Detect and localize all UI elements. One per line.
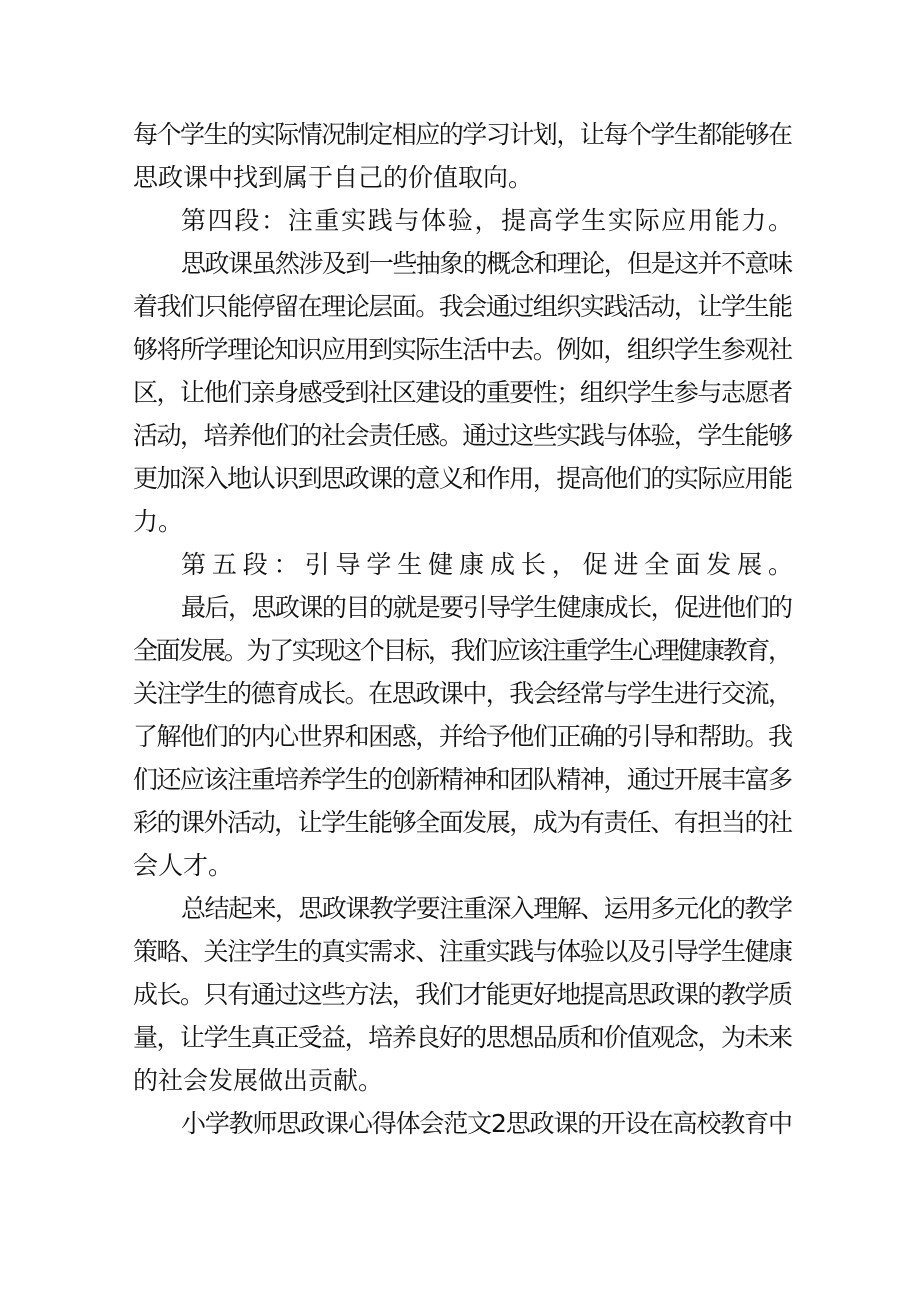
section-heading: 第五段：引导学生健康成长，促进全面发展。 bbox=[181, 550, 799, 579]
text-line: 够将所学理论知识应用到实际生活中去。例如，组织学生参观社 bbox=[133, 335, 792, 364]
text-line: 的社会发展做出贡献。 bbox=[133, 1066, 384, 1095]
text-line: 策略、关注学生的真实需求、注重实践与体验以及引导学生健康 bbox=[133, 937, 792, 966]
text-line: 量，让学生真正受益，培养良好的思想品质和价值观念，为未来 bbox=[133, 1023, 792, 1052]
text-line: 着我们只能停留在理论层面。我会通过组织实践活动，让学生能 bbox=[133, 292, 792, 321]
section-heading: 第四段：注重实践与体验，提高学生实际应用能力。 bbox=[181, 206, 795, 235]
text-line: 思政课中找到属于自己的价值取向。 bbox=[133, 163, 534, 192]
text-line: 更加深入地认识到思政课的意义和作用，提高他们的实际应用能 bbox=[133, 464, 792, 493]
text-line: 区，让他们亲身感受到社区建设的重要性；组织学生参与志愿者 bbox=[133, 378, 792, 407]
text-line: 们还应该注重培养学生的创新精神和团队精神，通过开展丰富多 bbox=[133, 765, 792, 794]
text-line: 思政课虽然涉及到一些抽象的概念和理论，但是这并不意味 bbox=[181, 249, 792, 278]
text-line: 了解他们的内心世界和困惑，并给予他们正确的引导和帮助。我 bbox=[133, 722, 792, 751]
text-line: 小学教师思政课心得体会范文2思政课的开设在高校教育中 bbox=[181, 1109, 792, 1138]
text-line: 会人才。 bbox=[133, 851, 234, 880]
text-line: 最后，思政课的目的就是要引导学生健康成长，促进他们的 bbox=[181, 593, 792, 622]
text-line: 成长。只有通过这些方法，我们才能更好地提高思政课的教学质 bbox=[133, 980, 792, 1009]
text-line: 力。 bbox=[133, 507, 184, 536]
text-line: 关注学生的德育成长。在思政课中，我会经常与学生进行交流， bbox=[133, 679, 792, 708]
text-line: 全面发展。为了实现这个目标，我们应该注重学生心理健康教育， bbox=[133, 636, 791, 665]
text-line: 每个学生的实际情况制定相应的学习计划，让每个学生都能够在 bbox=[133, 120, 792, 149]
text-line: 总结起来，思政课教学要注重深入理解、运用多元化的教学 bbox=[181, 894, 792, 923]
text-line: 彩的课外活动，让学生能够全面发展，成为有责任、有担当的社 bbox=[133, 808, 792, 837]
text-line: 活动，培养他们的社会责任感。通过这些实践与体验，学生能够 bbox=[133, 421, 792, 450]
